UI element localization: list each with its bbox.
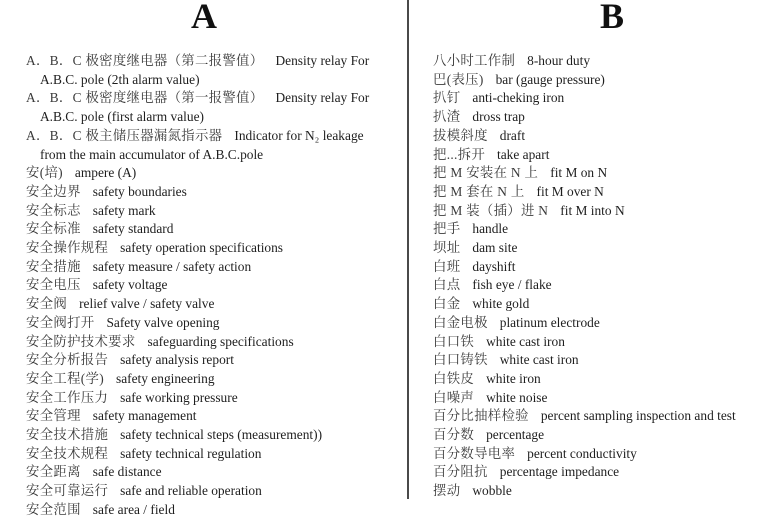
- glossary-entry: [26, 295, 396, 314]
- glossary-entry: [26, 463, 396, 482]
- term-chinese: 坝址: [433, 240, 461, 256]
- glossary-entry: [433, 220, 760, 239]
- section-letter: B: [600, 0, 625, 36]
- term-english: safety voltage: [92, 277, 168, 293]
- term-english: white cast iron: [499, 352, 579, 368]
- term-english: ampere (A): [74, 165, 137, 181]
- term-chinese: 白金: [433, 296, 461, 312]
- term-english: Safety valve opening: [106, 314, 220, 330]
- term-english: white cast iron: [486, 333, 565, 349]
- term-english: fit M on N: [550, 165, 608, 181]
- term-english: percent conductivity: [527, 445, 637, 461]
- glossary-entry: [433, 407, 760, 426]
- glossary-entry: [26, 389, 396, 408]
- term-chinese: 安全工程(学): [26, 370, 104, 386]
- term-english: bar (gauge pressure): [495, 71, 605, 87]
- glossary-entry: [26, 370, 396, 389]
- glossary-list: [433, 52, 760, 501]
- term-chinese: 把 M 安装在 N 上: [433, 165, 539, 181]
- glossary-entry: [26, 482, 396, 501]
- term-chinese: 白口铸铁: [433, 352, 488, 368]
- term-english: white noise: [486, 389, 548, 405]
- term-english: safety analysis report: [120, 352, 234, 368]
- glossary-entry: [433, 389, 760, 408]
- term-english: Density relay For: [275, 90, 370, 106]
- glossary-entry: [433, 164, 760, 183]
- glossary-entry: [26, 501, 396, 520]
- term-english: relief valve / safety valve: [79, 296, 215, 312]
- term-chinese: 巴(表压): [433, 71, 484, 87]
- term-english: safety engineering: [115, 370, 215, 386]
- term-chinese: A．B．C 极主储压器漏氮指示器: [26, 127, 223, 143]
- term-chinese: 摆动: [433, 483, 461, 499]
- term-english: safe working pressure: [120, 389, 238, 405]
- glossary-entry: [26, 314, 396, 333]
- glossary-entry: [433, 258, 760, 277]
- term-english: safety measure / safety action: [92, 258, 252, 274]
- glossary-entry: [26, 351, 396, 370]
- term-english: safety operation specifications: [120, 240, 284, 256]
- glossary-entry: [433, 314, 760, 333]
- term-chinese: 拔模斜度: [433, 127, 488, 143]
- term-english: safety standard: [92, 221, 174, 237]
- term-chinese: 安全措施: [26, 258, 81, 274]
- term-english: handle: [472, 221, 509, 237]
- glossary-entry: [26, 239, 396, 258]
- section-letter: A: [191, 0, 217, 36]
- term-english: wobble: [472, 483, 512, 499]
- term-chinese: 安全标准: [26, 221, 81, 237]
- glossary-entry: [26, 89, 396, 126]
- term-english: fit M over N: [536, 183, 604, 199]
- column-divider: [407, 0, 409, 499]
- glossary-entry: [433, 333, 760, 352]
- glossary-entry: [433, 463, 760, 482]
- glossary-entry: [26, 202, 396, 221]
- term-chinese: 安全阀打开: [26, 314, 95, 330]
- glossary-entry: [433, 239, 760, 258]
- term-chinese: 安全范围: [26, 501, 81, 517]
- glossary-entry: [26, 426, 396, 445]
- glossary-entry: [433, 370, 760, 389]
- term-english: platinum electrode: [499, 314, 600, 330]
- term-english: safety technical regulation: [120, 445, 262, 461]
- term-english: 8-hour duty: [527, 53, 591, 68]
- term-chinese: 安全技术规程: [26, 445, 109, 461]
- glossary-entry: [26, 164, 396, 183]
- glossary-entry: [26, 127, 396, 164]
- term-chinese: 白点: [433, 277, 461, 293]
- term-english: Indicator for N₂ leakage: [234, 127, 364, 143]
- term-chinese: A．B．C 极密度继电器（第一报警值）: [26, 90, 264, 106]
- glossary-entry: [26, 52, 396, 89]
- term-english-continuation: from the main accumulator of A.B.C.pole: [40, 146, 264, 162]
- term-chinese: 把 M 套在 N 上: [433, 183, 525, 199]
- term-english: dross trap: [472, 109, 525, 125]
- glossary-list: [26, 52, 396, 520]
- term-chinese: 安全操作规程: [26, 240, 109, 256]
- glossary-entry: [433, 445, 760, 464]
- term-english: dayshift: [472, 258, 516, 274]
- term-english: fit M into N: [560, 202, 625, 218]
- term-chinese: 白班: [433, 258, 461, 274]
- glossary-entry: [26, 183, 396, 202]
- term-chinese: 安全边界: [26, 183, 81, 199]
- term-english: safe and reliable operation: [120, 483, 262, 499]
- term-chinese: 白口铁: [433, 333, 475, 349]
- glossary-entry: [433, 89, 760, 108]
- glossary-entry: [433, 52, 760, 71]
- glossary-entry: [433, 202, 760, 221]
- term-chinese: 八小时工作制: [433, 53, 516, 68]
- term-english: percent sampling inspection and test: [540, 408, 736, 424]
- glossary-entry: [26, 407, 396, 426]
- term-chinese: 安全电压: [26, 277, 81, 293]
- term-chinese: 扒钉: [433, 90, 461, 106]
- term-english: safety management: [92, 408, 197, 424]
- term-chinese: 安全距离: [26, 464, 81, 480]
- term-chinese: 安全可靠运行: [26, 483, 109, 499]
- term-chinese: 安全标志: [26, 202, 81, 218]
- glossary-entry: [433, 146, 760, 165]
- term-english: take apart: [497, 146, 550, 162]
- term-english-continuation: A.B.C. pole (2th alarm value): [40, 71, 200, 87]
- term-chinese: 安全管理: [26, 408, 81, 424]
- glossary-entry: [26, 220, 396, 239]
- glossary-entry: [26, 276, 396, 295]
- section-b: [410, 0, 760, 499]
- term-chinese: 安全技术措施: [26, 427, 109, 443]
- glossary-entry: [26, 258, 396, 277]
- glossary-entry: [433, 108, 760, 127]
- term-english: percentage impedance: [499, 464, 620, 480]
- term-chinese: 白噪声: [433, 389, 475, 405]
- glossary-entry: [433, 295, 760, 314]
- term-chinese: 白铁皮: [433, 370, 475, 386]
- glossary-entry: [26, 333, 396, 352]
- term-chinese: 安(培): [26, 165, 63, 181]
- glossary-entry: [433, 426, 760, 445]
- term-chinese: 安全分析报告: [26, 352, 109, 368]
- term-chinese: 安全防护技术要求: [26, 333, 136, 349]
- glossary-entry: [433, 71, 760, 90]
- glossary-entry: [433, 351, 760, 370]
- term-chinese: 白金电极: [433, 314, 488, 330]
- term-english: percentage: [486, 427, 545, 443]
- glossary-entry: [433, 127, 760, 146]
- term-chinese: 把...拆开: [433, 146, 486, 162]
- term-english: safe area / field: [92, 501, 175, 517]
- term-english-continuation: A.B.C. pole (first alarm value): [40, 109, 204, 125]
- term-chinese: 扒渣: [433, 109, 461, 125]
- term-english: draft: [499, 127, 526, 143]
- term-english: dam site: [472, 240, 518, 256]
- term-chinese: 百分阻抗: [433, 464, 488, 480]
- term-english: safety technical steps (measurement)): [120, 427, 323, 443]
- term-english: safety mark: [92, 202, 156, 218]
- term-chinese: 安全工作压力: [26, 389, 109, 405]
- term-chinese: 百分数: [433, 427, 475, 443]
- term-english: white iron: [486, 370, 541, 386]
- term-chinese: 把 M 装（插）进 N: [433, 202, 549, 218]
- glossary-entry: [26, 445, 396, 464]
- term-chinese: 百分比抽样检验: [433, 408, 529, 424]
- term-chinese: 安全阀: [26, 296, 68, 312]
- term-english: white gold: [472, 296, 530, 312]
- term-english: fish eye / flake: [472, 277, 552, 293]
- term-english: safeguarding specifications: [147, 333, 294, 349]
- term-chinese: A．B．C 极密度继电器（第二报警值）: [26, 53, 264, 68]
- glossary-entry: [433, 183, 760, 202]
- term-chinese: 百分数导电率: [433, 445, 516, 461]
- term-english: safe distance: [92, 464, 162, 480]
- glossary-entry: [433, 482, 760, 501]
- term-english: safety boundaries: [92, 183, 187, 199]
- glossary-entry: [433, 276, 760, 295]
- term-english: anti-cheking iron: [472, 90, 565, 106]
- term-chinese: 把手: [433, 221, 461, 237]
- term-english: Density relay For: [275, 53, 370, 68]
